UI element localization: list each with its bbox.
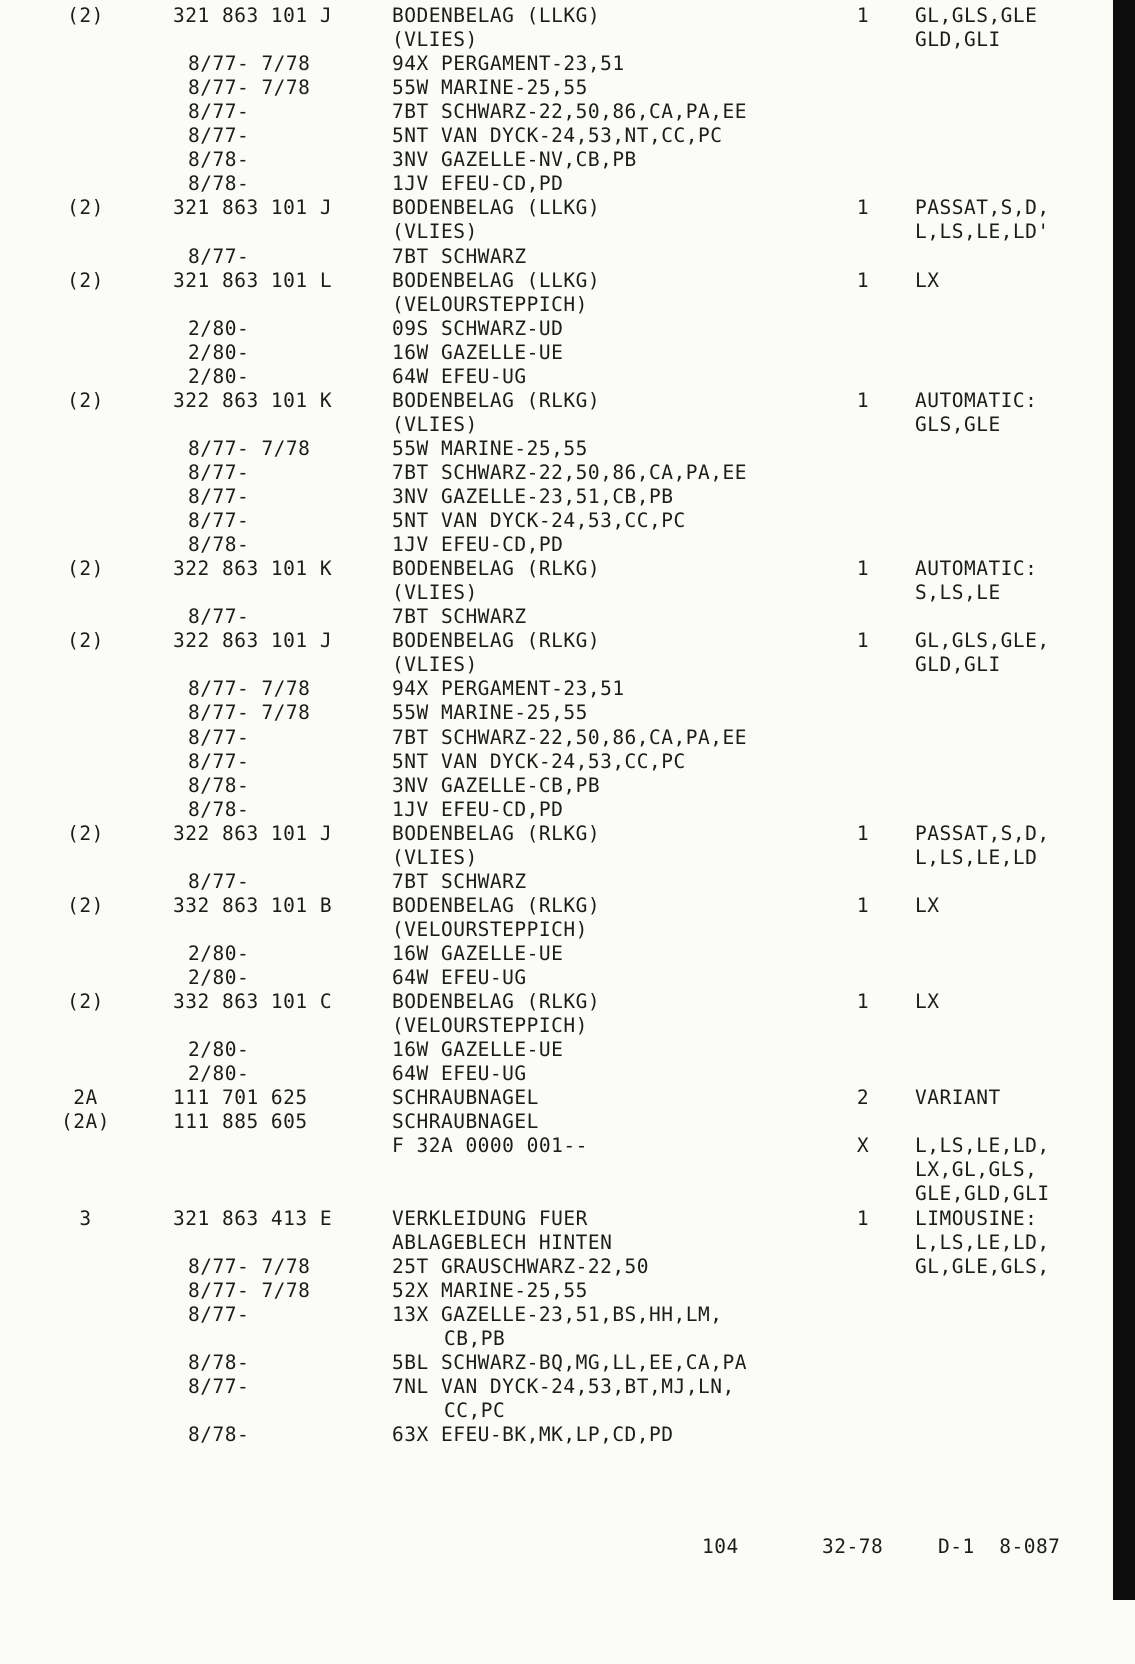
date-range: 8/77- (188, 749, 250, 773)
part-number: 332 863 101 C (173, 990, 333, 1014)
date-range: 8/77- (188, 1302, 250, 1326)
item-number: (2) (67, 4, 104, 27)
part-number: 321 863 101 J (173, 196, 333, 220)
date-range: 8/78- (188, 533, 250, 557)
remark: LX (915, 268, 940, 292)
table-row (0, 942, 1113, 966)
item-number: 3 (79, 1206, 92, 1230)
description: VERKLEIDUNG FUER (392, 1206, 588, 1230)
table-row (0, 100, 1113, 124)
description: 55W MARINE-25,55 (392, 701, 588, 725)
date-range: 2/80- (188, 1038, 250, 1062)
description: 64W EFEU-UG (392, 364, 527, 388)
description-continued: CC,PC (444, 1398, 506, 1422)
date-range: 8/77- 7/78 (188, 1278, 311, 1302)
date-range: 2/80- (188, 1062, 250, 1086)
description: 09S SCHWARZ-UD (392, 316, 564, 340)
description: (VLIES) (392, 581, 478, 605)
date-range: 8/77- (188, 244, 250, 268)
part-number: 322 863 101 J (173, 629, 333, 653)
description: 7BT SCHWARZ (392, 244, 527, 268)
description: 5BL SCHWARZ-BQ,MG,LL,EE,CA,PA (392, 1350, 747, 1374)
footer-section: D-1 (938, 1535, 975, 1558)
date-range: 8/78- (188, 148, 250, 172)
item-number: 2A (73, 1086, 98, 1110)
table-row (0, 148, 1113, 172)
part-number: 321 863 101 L (173, 268, 333, 292)
table-row (0, 701, 1113, 725)
description: BODENBELAG (RLKG) (392, 629, 601, 653)
remark: S,LS,LE (915, 581, 1001, 605)
table-row (0, 341, 1113, 365)
footer-page-number: 104 (702, 1535, 739, 1558)
remark: L,LS,LE,LD (915, 845, 1038, 869)
table-row (0, 798, 1113, 822)
table-row (0, 196, 1113, 220)
description: BODENBELAG (RLKG) (392, 821, 601, 845)
table-row (0, 413, 1113, 437)
remark: LIMOUSINE: (915, 1206, 1038, 1230)
quantity: 1 (856, 990, 870, 1014)
part-number: 111 701 625 (173, 1086, 308, 1110)
table-row (0, 629, 1113, 653)
date-range: 8/77- 7/78 (188, 701, 311, 725)
quantity: 1 (856, 629, 870, 653)
description: (VLIES) (392, 653, 478, 677)
table-row (0, 365, 1113, 389)
quantity: 1 (856, 268, 870, 292)
date-range: 8/77- (188, 485, 250, 508)
quantity: 1 (856, 1206, 870, 1230)
date-range: 2/80- (188, 941, 250, 965)
table-row (0, 293, 1113, 317)
item-number: (2) (67, 821, 104, 845)
item-number: (2) (67, 893, 104, 917)
description: BODENBELAG (RLKG) (392, 990, 601, 1014)
table-row (0, 918, 1113, 942)
quantity: 2 (856, 1086, 870, 1110)
remark: L,LS,LE,LD, (915, 1230, 1050, 1254)
date-range: 8/77- (188, 725, 250, 749)
date-range: 8/77- (188, 124, 250, 148)
part-number: 322 863 101 K (173, 557, 333, 581)
description: 16W GAZELLE-UE (392, 941, 564, 965)
remark: LX,GL,GLS, (915, 1158, 1038, 1182)
part-number: 322 863 101 J (173, 821, 333, 845)
remark: GLD,GLI (915, 653, 1001, 677)
part-number: 111 885 605 (173, 1110, 308, 1134)
table-row (0, 1062, 1113, 1086)
remark: PASSAT,S,D, (915, 821, 1050, 845)
description: BODENBELAG (RLKG) (392, 557, 601, 581)
description: 16W GAZELLE-UE (392, 340, 564, 364)
table-row (0, 726, 1113, 750)
description: 3NV GAZELLE-23,51,CB,PB (392, 485, 674, 508)
description: BODENBELAG (RLKG) (392, 893, 601, 917)
date-range: 8/77- (188, 100, 250, 124)
date-range: 2/80- (188, 966, 250, 989)
table-row (0, 1351, 1113, 1375)
remark: GL,GLS,GLE (915, 4, 1038, 27)
table-row (0, 437, 1113, 461)
quantity: 1 (856, 388, 870, 412)
part-number: 332 863 101 B (173, 893, 333, 917)
item-number: (2) (67, 388, 104, 412)
description: 5NT VAN DYCK-24,53,CC,PC (392, 509, 686, 533)
remark: L,LS,LE,LD, (915, 1134, 1050, 1158)
quantity: 1 (856, 893, 870, 917)
table-row (0, 533, 1113, 557)
description: (VLIES) (392, 28, 478, 52)
quantity: 1 (856, 4, 870, 27)
remark: LX (915, 990, 940, 1014)
description: BODENBELAG (LLKG) (392, 196, 601, 220)
description: 94X PERGAMENT-23,51 (392, 677, 625, 701)
quantity: 1 (856, 821, 870, 845)
description: SCHRAUBNAGEL (392, 1086, 539, 1110)
table-row (0, 581, 1113, 605)
table-row (0, 822, 1113, 846)
table-row (0, 1134, 1113, 1158)
remark: AUTOMATIC: (915, 388, 1038, 412)
table-row (0, 846, 1113, 870)
description: 13X GAZELLE-23,51,BS,HH,LM, (392, 1302, 723, 1326)
description: BODENBELAG (LLKG) (392, 4, 601, 27)
table-row (0, 1303, 1113, 1327)
description: 64W EFEU-UG (392, 1062, 527, 1086)
table-row (0, 966, 1113, 990)
description: 64W EFEU-UG (392, 966, 527, 989)
remark: GLS,GLE (915, 412, 1001, 436)
description: 7BT SCHWARZ (392, 605, 527, 629)
table-row (0, 1255, 1113, 1279)
description: (VLIES) (392, 412, 478, 436)
description: BODENBELAG (RLKG) (392, 388, 601, 412)
date-range: 8/78- (188, 1422, 250, 1446)
table-row (0, 124, 1113, 148)
item-number: (2) (67, 196, 104, 220)
date-range: 8/77- (188, 605, 250, 629)
table-row (0, 1399, 1113, 1423)
item-number: (2) (67, 990, 104, 1014)
table-row (0, 269, 1113, 293)
part-number: 321 863 413 E (173, 1206, 333, 1230)
table-row (0, 245, 1113, 269)
table-row (0, 4, 1113, 28)
table-row (0, 557, 1113, 581)
table-row (0, 605, 1113, 629)
item-number: (2A) (61, 1110, 110, 1134)
table-row (0, 1182, 1113, 1206)
page-edge-scan-shadow (1113, 0, 1135, 1600)
date-range: 8/77- 7/78 (188, 436, 311, 460)
footer-section-ref (938, 1534, 1060, 1560)
table-row (0, 1014, 1113, 1038)
table-row (0, 990, 1113, 1014)
description: (VLIES) (392, 845, 478, 869)
table-row (0, 870, 1113, 894)
table-row (0, 389, 1113, 413)
quantity: 1 (856, 557, 870, 581)
table-row (0, 1375, 1113, 1399)
item-number: (2) (67, 557, 104, 581)
table-row (0, 220, 1113, 244)
date-range: 8/77- (188, 509, 250, 533)
description: 7BT SCHWARZ-22,50,86,CA,PA,EE (392, 725, 747, 749)
table-row (0, 1110, 1113, 1134)
description: 5NT VAN DYCK-24,53,NT,CC,PC (392, 124, 723, 148)
date-range: 8/77- 7/78 (188, 1254, 311, 1278)
table-row (0, 1327, 1113, 1351)
table-row (0, 1207, 1113, 1231)
description: 5NT VAN DYCK-24,53,CC,PC (392, 749, 686, 773)
table-row (0, 653, 1113, 677)
table-row (0, 774, 1113, 798)
table-row (0, 1038, 1113, 1062)
description: 1JV EFEU-CD,PD (392, 533, 564, 557)
date-range: 8/77- (188, 1374, 250, 1398)
description: 7BT SCHWARZ-22,50,86,CA,PA,EE (392, 100, 747, 124)
table-row (0, 1086, 1113, 1110)
table-row (0, 485, 1113, 509)
description: 55W MARINE-25,55 (392, 76, 588, 100)
description: (VELOURSTEPPICH) (392, 917, 588, 941)
description: SCHRAUBNAGEL (392, 1110, 539, 1134)
table-row (0, 509, 1113, 533)
description: 25T GRAUSCHWARZ-22,50 (392, 1254, 650, 1278)
description: 52X MARINE-25,55 (392, 1278, 588, 1302)
table-row (0, 1423, 1113, 1447)
description: 16W GAZELLE-UE (392, 1038, 564, 1062)
date-range: 8/77- (188, 460, 250, 484)
table-row (0, 677, 1113, 701)
description: ABLAGEBLECH HINTEN (392, 1230, 613, 1254)
remark: AUTOMATIC: (915, 557, 1038, 581)
remark: L,LS,LE,LD' (915, 220, 1050, 244)
description: 3NV GAZELLE-CB,PB (392, 773, 601, 797)
part-number: 321 863 101 J (173, 4, 333, 27)
table-row (0, 76, 1113, 100)
description: 7BT SCHWARZ (392, 869, 527, 893)
description-continued: CB,PB (444, 1326, 506, 1350)
date-range: 8/77- 7/78 (188, 76, 311, 100)
remark: GLD,GLI (915, 28, 1001, 52)
remark: VARIANT (915, 1086, 1001, 1110)
item-number: (2) (67, 629, 104, 653)
date-range: 8/78- (188, 773, 250, 797)
date-range: 8/78- (188, 1350, 250, 1374)
table-row (0, 1279, 1113, 1303)
description: F 32A 0000 001-- (392, 1134, 588, 1158)
quantity: X (856, 1134, 870, 1158)
table-row (0, 52, 1113, 76)
description: 55W MARINE-25,55 (392, 436, 588, 460)
page-footer (0, 1534, 1113, 1560)
date-range: 8/77- (188, 869, 250, 893)
description: (VELOURSTEPPICH) (392, 1014, 588, 1038)
remark: GL,GLE,GLS, (915, 1254, 1050, 1278)
table-row (0, 750, 1113, 774)
remark: GLE,GLD,GLI (915, 1182, 1050, 1206)
date-range: 8/77- 7/78 (188, 52, 311, 76)
footer-reference: 8-087 (999, 1535, 1061, 1558)
date-range: 8/78- (188, 797, 250, 821)
date-range: 2/80- (188, 316, 250, 340)
description: (VELOURSTEPPICH) (392, 292, 588, 316)
description: 3NV GAZELLE-NV,CB,PB (392, 148, 637, 172)
date-range: 8/78- (188, 172, 250, 196)
footer-catalog-code: 32-78 (822, 1535, 884, 1558)
description: 7NL VAN DYCK-24,53,BT,MJ,LN, (392, 1374, 735, 1398)
table-row (0, 1231, 1113, 1255)
date-range: 2/80- (188, 340, 250, 364)
remark: LX (915, 893, 940, 917)
description: 1JV EFEU-CD,PD (392, 172, 564, 196)
table-row (0, 28, 1113, 52)
description: BODENBELAG (LLKG) (392, 268, 601, 292)
table-row (0, 317, 1113, 341)
table-row (0, 461, 1113, 485)
item-number: (2) (67, 268, 104, 292)
remark: PASSAT,S,D, (915, 196, 1050, 220)
description: 63X EFEU-BK,MK,LP,CD,PD (392, 1422, 674, 1446)
quantity: 1 (856, 196, 870, 220)
date-range: 2/80- (188, 364, 250, 388)
table-row (0, 894, 1113, 918)
description: 7BT SCHWARZ-22,50,86,CA,PA,EE (392, 460, 747, 484)
part-number: 322 863 101 K (173, 388, 333, 412)
table-row (0, 1158, 1113, 1182)
table-row (0, 172, 1113, 196)
date-range: 8/77- 7/78 (188, 677, 311, 701)
description: 1JV EFEU-CD,PD (392, 797, 564, 821)
description: (VLIES) (392, 220, 478, 244)
description: 94X PERGAMENT-23,51 (392, 52, 625, 76)
remark: GL,GLS,GLE, (915, 629, 1050, 653)
